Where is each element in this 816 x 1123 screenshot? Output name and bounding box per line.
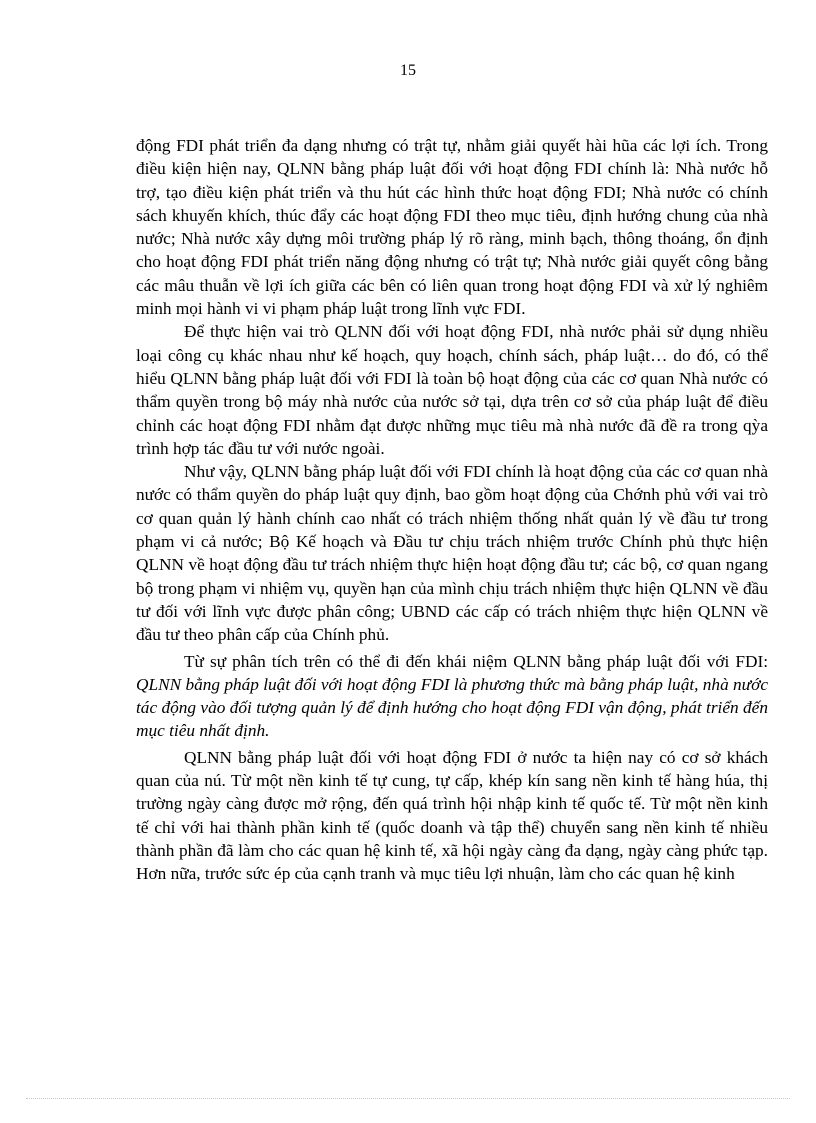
paragraph-agencies: Như vậy, QLNN bằng pháp luật đối với FDI chính là hoạt động của các cơ quan nhà nước có thẩm quyền do pháp luật quy định, bao gồm hoạt động của Chớnh phủ với vai trò cơ quan quản lý hành chính cao nhất có trách nhiệm thống nhất quản lý về đầu tư trong phạm vi cả nước; Bộ Kế hoạch và Đầu tư chịu trách nhiệm trước Chính phủ thực hiện QLNN về hoạt động đầu tư trách nhiệm thực hiện hoạt động đầu tư; các bộ, cơ quan ngang bộ trong phạm vi nhiệm vụ, quyền hạn của mình chịu trách nhiệm thực hiện QLNN về đầu tư đối với lĩnh vực được phân công; UBND các cấp có trách nhiệm thực hiện QLNN về đầu tư theo phân cấp của Chính phủ. (136, 462, 768, 645)
paragraph-definition (136, 650, 768, 743)
document-body (136, 134, 768, 886)
page-number: 15 (400, 62, 416, 79)
definition-lead: Từ sự phân tích trên có thể đi đến khái niệm QLNN bằng pháp luật đối với FDI: (184, 651, 768, 671)
paragraph-continuation: động FDI phát triển đa dạng nhưng có trật tự, nhằm giải quyết hài hũa các lợi ích. Trong điều kiện hiện nay, QLNN bằng pháp luật đối với hoạt động FDI chính là: Nhà nước hỗ trợ, tạo điều kiện phát triển và thu hút các hình thức hoạt động FDI; Nhà nước có chính sách khuyến khích, thúc đẩy các hoạt động FDI theo mục tiêu, định hướng chung của nhà nước; Nhà nước xây dựng môi trường pháp lý rõ ràng, minh bạch, thông thoáng, ổn định cho hoạt động FDI phát triển năng động nhưng có trật tự; Nhà nước giải quyết công bằng các mâu thuẫn về lợi ích giữa các bên có liên quan trong hoạt động FDI và xử lý nghiêm minh mọi hành vi vi phạm pháp luật trong lĩnh vực FDI. (136, 136, 768, 319)
paragraph-objective-basis: QLNN bằng pháp luật đối với hoạt động FDI ở nước ta hiện nay có cơ sở khách quan của nú. Từ một nền kinh tế tự cung, tự cấp, khép kín sang nền kinh tế hàng húa, thị trường ngày càng được mở rộng, đến quá trình hội nhập kinh tế quốc tế. Từ một nền kinh tế chỉ với hai thành phần kinh tế (quốc doanh và tập thể) chuyển sang nền kinh tế nhiều thành phần đã làm cho các quan hệ kinh tế, xã hội ngày càng đa dạng, ngày càng phức tạp. Hơn nữa, trước sức ép của cạnh tranh và mục tiêu lợi nhuận, làm cho các quan hệ kinh (136, 747, 768, 884)
definition-italic: QLNN bằng pháp luật đối với hoạt động FDI là phương thức mà bằng pháp luật, nhà nước tác động vào đối tượng quản lý để định hướng cho hoạt động FDI vận động, phát triển đến mục tiêu nhất định. (136, 674, 768, 741)
footer-divider (26, 1098, 790, 1099)
paragraph-qlnn-role: Để thực hiện vai trò QLNN đối với hoạt động FDI, nhà nước phải sử dụng nhiều loại công cụ khác nhau như kế hoạch, quy hoạch, chính sách, pháp luật… do đó, có thể hiểu QLNN bằng pháp luật đối với FDI là toàn bộ hoạt động của các cơ quan Nhà nước có thẩm quyền trong bộ máy nhà nước của nước sở tại, dựa trên cơ sở của pháp luật để điều chỉnh các hoạt động FDI nhằm đạt được những mục tiêu mà nhà nước đã đề ra trong qỳa trình hợp tác đầu tư với nước ngoài. (136, 322, 768, 458)
